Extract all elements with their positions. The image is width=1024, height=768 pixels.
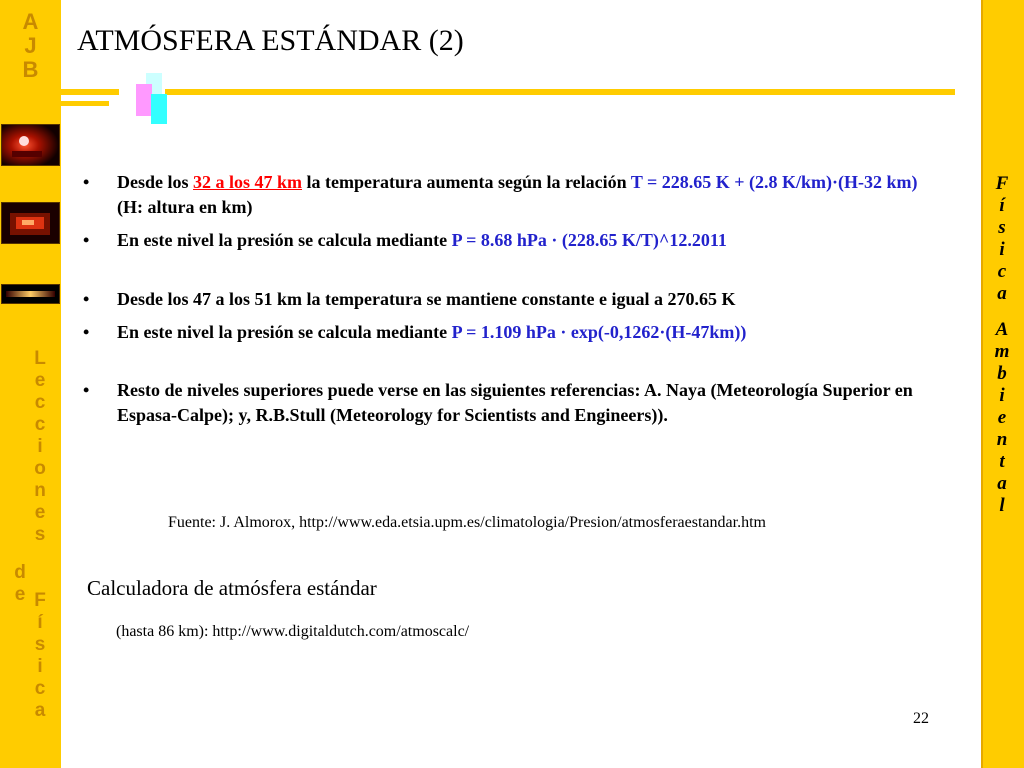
slide-title: ATMÓSFERA ESTÁNDAR (2): [77, 24, 464, 57]
vertical-letter: m: [994, 341, 1010, 362]
vertical-letter: L: [34, 348, 46, 369]
vertical-letter: c: [997, 261, 1007, 282]
bullet-item: [80, 228, 920, 253]
vertical-letter: d: [14, 562, 26, 583]
deco-line-left-1: [61, 89, 119, 95]
vertical-letter: F: [995, 173, 1009, 194]
vertical-letter: s: [34, 634, 46, 655]
bullet-text: la temperatura aumenta según la relación: [302, 172, 631, 192]
vertical-spacer: [28, 546, 52, 590]
vertical-letter: n: [34, 480, 46, 501]
vertical-letter: s: [34, 524, 46, 545]
bullet-text: Resto de niveles superiores puede verse en las siguientes referencias: A. Naya (Meteorología Superior en Espasa-Calpe); y, R.B.Stull (Meteorology for Scientists and Engineers)).: [117, 380, 913, 425]
logo-letter: J: [24, 33, 37, 58]
calculator-heading: Calculadora de atmósfera estándar: [87, 576, 377, 600]
right-sidebar-edge: [981, 0, 983, 768]
bullet-item: [80, 320, 920, 345]
vertical-spacer: [986, 305, 1018, 319]
vertical-letter: e: [14, 584, 26, 605]
vertical-letter: a: [34, 700, 46, 721]
vertical-letter: s: [998, 217, 1006, 238]
lecciones-vertical-text: [28, 348, 52, 722]
vertical-letter: n: [996, 429, 1008, 450]
pressure-formula: P = 1.109 hPa · exp(-0,1262·(H-47km)): [451, 322, 747, 342]
title-underline: [165, 89, 955, 95]
vertical-letter: i: [999, 385, 1005, 406]
vertical-letter: c: [34, 678, 46, 699]
bullet-text: (H: altura en km): [117, 197, 253, 217]
red-lights-image: [1, 202, 60, 244]
vertical-letter: l: [999, 495, 1005, 516]
vertical-letter: e: [34, 370, 46, 391]
fisica-ambiental-vertical-text: [986, 173, 1018, 517]
page-number: 22: [913, 710, 929, 727]
range-link[interactable]: 32 a los 47 km: [193, 172, 303, 192]
de-vertical-text: [10, 562, 30, 606]
vertical-letter: e: [997, 407, 1007, 428]
vertical-letter: a: [997, 283, 1007, 304]
deco-square-pink: [136, 84, 152, 116]
bullet-text: Desde los: [117, 172, 193, 192]
vertical-letter: a: [997, 473, 1007, 494]
logo-letter: A: [22, 9, 39, 34]
spectrum-image: [1, 284, 60, 304]
ajb-logo: [0, 10, 61, 82]
vertical-letter: F: [34, 590, 46, 611]
bullet-item: [80, 170, 920, 220]
vertical-letter: o: [34, 458, 46, 479]
vertical-letter: t: [999, 451, 1005, 472]
calculator-link[interactable]: (hasta 86 km): http://www.digitaldutch.com/atmoscalc/: [116, 623, 470, 640]
vertical-letter: i: [37, 656, 43, 677]
red-glow-graphic: [2, 125, 59, 165]
bullet-item: [80, 287, 920, 312]
bullet-text: Desde los 47 a los 51 km la temperatura se mantiene constante e igual a 270.65 K: [117, 289, 736, 309]
red-lights-graphic: [2, 203, 59, 243]
vertical-letter: b: [997, 363, 1007, 384]
spectrum-graphic: [2, 285, 59, 303]
red-glow-image: [1, 124, 60, 166]
source-citation: Fuente: J. Almorox, http://www.eda.etsia.upm.es/climatologia/Presion/atmosferaestandar.htm: [168, 514, 766, 531]
deco-square-cyan: [151, 94, 167, 124]
logo-letter: B: [22, 57, 39, 82]
bullet-item: [80, 378, 920, 428]
vertical-letter: c: [34, 414, 46, 435]
bullet-text: En este nivel la presión se calcula mediante: [117, 230, 452, 250]
vertical-letter: A: [995, 319, 1009, 340]
bullet-list: [80, 170, 920, 428]
vertical-letter: i: [37, 436, 43, 457]
deco-line-left-2: [61, 101, 109, 106]
bullet-text: En este nivel la presión se calcula mediante: [117, 322, 452, 342]
pressure-formula: P = 8.68 hPa · (228.65 K/T)^12.2011: [451, 230, 727, 250]
vertical-letter: c: [34, 392, 46, 413]
vertical-letter: i: [999, 239, 1005, 260]
temperature-formula: T = 228.65 K + (2.8 K/km)·(H-32 km): [630, 172, 918, 192]
vertical-letter: í: [37, 612, 43, 633]
vertical-letter: e: [34, 502, 46, 523]
vertical-letter: í: [999, 195, 1005, 216]
